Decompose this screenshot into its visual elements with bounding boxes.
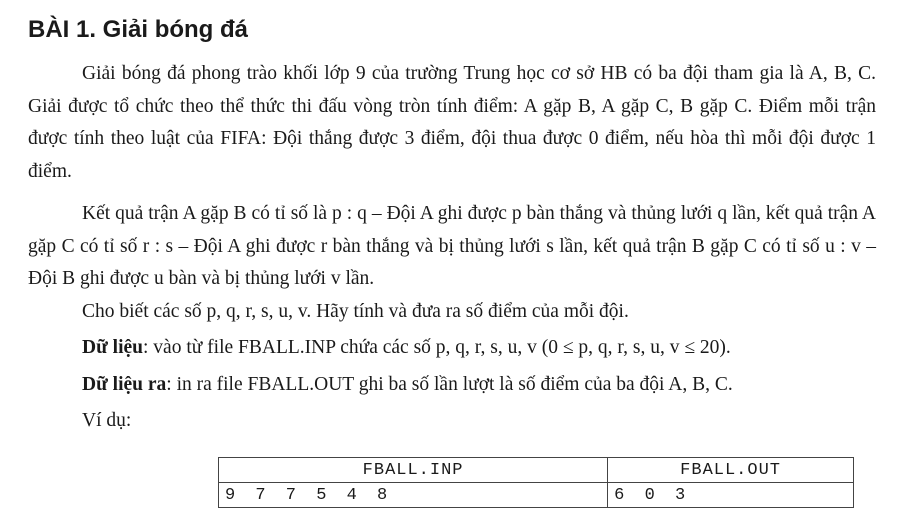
output-spec (28, 369, 876, 402)
example-output-values: 6 0 3 (608, 483, 854, 508)
input-spec (28, 332, 876, 365)
input-file-header: FBALL.INP (219, 458, 608, 483)
example-input-values: 9 7 7 5 4 8 (219, 483, 608, 508)
example-data-row (219, 483, 854, 508)
output-spec-label: Dữ liệu ra (82, 373, 167, 395)
problem-title: BÀI 1. Giải bóng đá (28, 16, 249, 43)
input-spec-label: Dữ liệu (82, 337, 143, 358)
paragraph-task: Cho biết các số p, q, r, s, u, v. Hãy tính và đưa ra số điểm của mỗi đội. (82, 300, 629, 322)
input-spec-text: : vào từ file FBALL.INP chứa các số p, q, r, s, u, v (0 ≤ p, q, r, s, u, v ≤ 20). (143, 337, 731, 358)
problem-statement (28, 58, 876, 438)
example-table (218, 457, 854, 508)
paragraph-match-results: Kết quả trận A gặp B có tỉ số là p : q – Đội A ghi được p bàn thắng và thủng lưới q lần, kết quả trận A gặp C có tỉ số r : s – Đội A ghi được r bàn thắng và bị thủng lưới s lần, kết quả trận B gặp C có tỉ số u : v – Đội B ghi được u bàn và bị thủng lưới v lần. (28, 203, 876, 289)
example-label: Ví dụ: (82, 410, 132, 431)
output-spec-text: : in ra file FBALL.OUT ghi ba số lần lượt là số điểm của ba đội A, B, C. (166, 373, 733, 395)
example-header-row (219, 458, 854, 483)
output-file-header: FBALL.OUT (608, 458, 854, 483)
paragraph-tournament-rules: Giải bóng đá phong trào khối lớp 9 của trường Trung học cơ sở HB có ba đội tham gia là A, B, C. Giải được tổ chức theo thể thức thi đấu vòng tròn tính điểm: A gặp B, A gặp C, B gặp C. Điểm mỗi trận được tính theo luật của FIFA: Đội thắng được 3 điểm, đội thua được 0 điểm, nếu hòa thì mỗi đội được 1 điểm. (28, 63, 876, 182)
